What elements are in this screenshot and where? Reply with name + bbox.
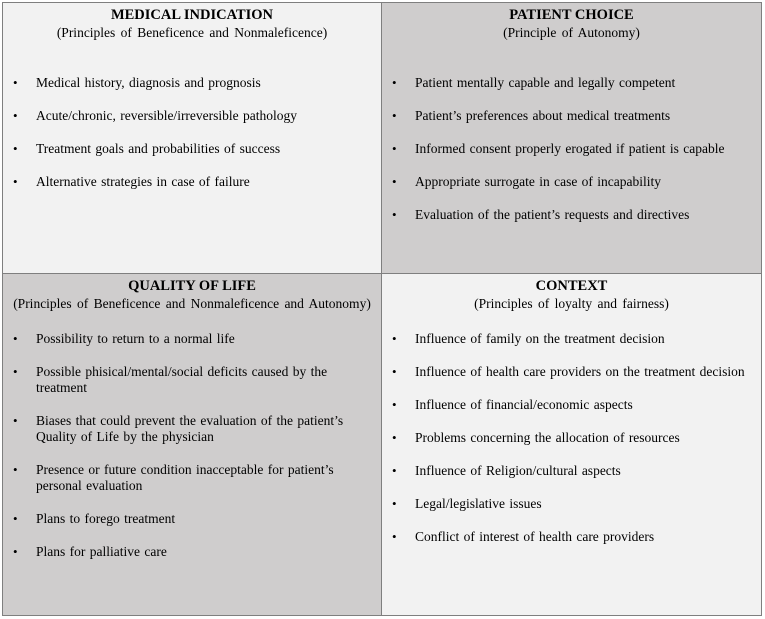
list-item-text: Patient mentally capable and legally competent	[415, 75, 676, 90]
bullet-icon: •	[392, 174, 397, 189]
bullet-icon: •	[13, 544, 18, 559]
list-item-text: Alternative strategies in case of failure	[36, 174, 250, 189]
list-item-text: Problems concerning the allocation of resources	[415, 430, 680, 445]
bullet-icon: •	[392, 75, 397, 90]
bullet-icon: •	[392, 463, 397, 478]
quadrant-title: CONTEXT	[535, 278, 608, 294]
list-item	[3, 462, 381, 494]
list-item	[382, 430, 761, 446]
bullet-icon: •	[392, 207, 397, 222]
item-list	[3, 331, 381, 577]
quadrant-subtitle: (Principle of Autonomy)	[503, 25, 640, 40]
bullet-icon: •	[392, 364, 397, 379]
list-item	[382, 496, 761, 512]
list-item-text: Possibility to return to a normal life	[36, 331, 235, 346]
item-list	[382, 75, 761, 240]
list-item-text: Presence or future condition inacceptable for patient’s personal evaluation	[36, 462, 334, 493]
list-item-text: Treatment goals and probabilities of success	[36, 141, 281, 156]
list-item	[3, 364, 381, 396]
list-item-text: Influence of family on the treatment decision	[415, 331, 665, 346]
list-item	[3, 511, 381, 527]
bullet-icon: •	[13, 511, 18, 526]
list-item	[3, 413, 381, 445]
bullet-icon: •	[13, 108, 18, 123]
list-item	[382, 397, 761, 413]
list-item	[382, 331, 761, 347]
item-list	[382, 331, 761, 562]
list-item-text: Plans for palliative care	[36, 544, 167, 559]
quadrant-title: MEDICAL INDICATION	[110, 7, 274, 23]
list-item	[382, 174, 761, 190]
bullet-icon: •	[13, 462, 18, 477]
list-item	[3, 75, 381, 91]
list-item-text: Influence of financial/economic aspects	[415, 397, 633, 412]
list-item	[382, 141, 761, 157]
bullet-icon: •	[13, 413, 18, 428]
item-list	[3, 75, 381, 207]
list-item	[382, 364, 761, 380]
list-item-text: Acute/chronic, reversible/irreversible pathology	[36, 108, 298, 123]
list-item	[382, 529, 761, 545]
bullet-icon: •	[13, 364, 18, 379]
quadrant-subtitle: (Principles of loyalty and fairness)	[474, 296, 669, 311]
list-item-text: Plans to forego treatment	[36, 511, 176, 526]
list-item-text: Legal/legislative issues	[415, 496, 542, 511]
quadrant-medical-indication	[3, 3, 382, 274]
quadrant-patient-choice	[382, 3, 761, 274]
list-item	[3, 331, 381, 347]
list-item-text: Informed consent properly erogated if patient is capable	[415, 141, 725, 156]
list-item	[3, 544, 381, 560]
bullet-icon: •	[392, 496, 397, 511]
bullet-icon: •	[392, 108, 397, 123]
quadrant-subtitle: (Principles of Beneficence and Nonmaleficence and Autonomy)	[13, 296, 371, 311]
list-item	[3, 174, 381, 190]
list-item-text: Possible phisical/mental/social deficits caused by the treatment	[36, 364, 328, 395]
list-item	[382, 75, 761, 91]
bullet-icon: •	[392, 397, 397, 412]
bullet-icon: •	[13, 174, 18, 189]
list-item-text: Biases that could prevent the evaluation of the patient’s Quality of Life by the physician	[36, 413, 344, 444]
quadrant-quality-of-life	[3, 274, 382, 615]
list-item-text: Medical history, diagnosis and prognosis	[36, 75, 261, 90]
bullet-icon: •	[392, 430, 397, 445]
bullet-icon: •	[392, 141, 397, 156]
list-item-text: Conflict of interest of health care providers	[415, 529, 655, 544]
list-item-text: Appropriate surrogate in case of incapability	[415, 174, 662, 189]
four-box-grid	[2, 2, 762, 616]
list-item	[382, 207, 761, 223]
list-item-text: Influence of Religion/cultural aspects	[415, 463, 621, 478]
list-item	[382, 463, 761, 479]
bullet-icon: •	[13, 331, 18, 346]
list-item-text: Evaluation of the patient’s requests and directives	[415, 207, 690, 222]
bullet-icon: •	[392, 529, 397, 544]
list-item	[3, 108, 381, 124]
list-item	[3, 141, 381, 157]
bullet-icon: •	[13, 75, 18, 90]
list-item-text: Patient’s preferences about medical treatments	[415, 108, 671, 123]
quadrant-subtitle: (Principles of Beneficence and Nonmaleficence)	[56, 25, 328, 40]
bullet-icon: •	[13, 141, 18, 156]
quadrant-title: QUALITY OF LIFE	[128, 278, 256, 294]
quadrant-context	[382, 274, 761, 615]
bullet-icon: •	[392, 331, 397, 346]
quadrant-title: PATIENT CHOICE	[509, 7, 634, 23]
list-item	[382, 108, 761, 124]
list-item-text: Influence of health care providers on the treatment decision	[415, 364, 745, 379]
